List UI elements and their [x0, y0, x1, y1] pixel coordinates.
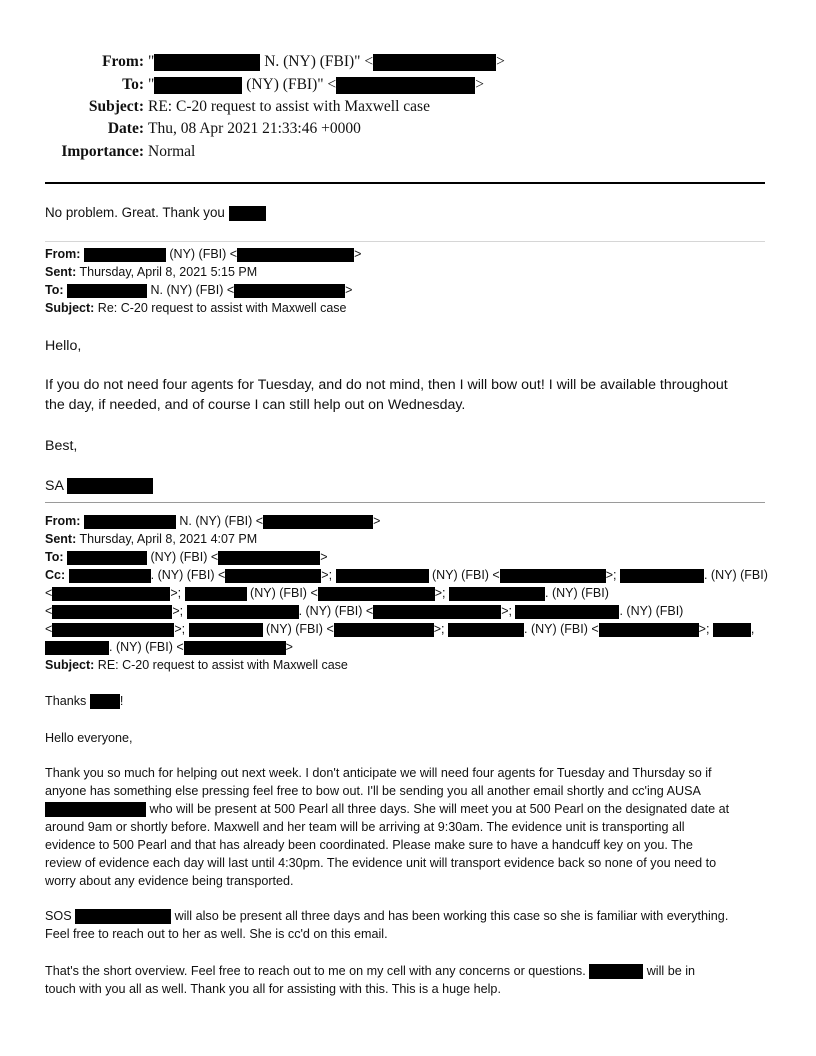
msg3-cc-line [45, 584, 609, 602]
message-divider [45, 502, 765, 503]
redaction-block [237, 248, 354, 262]
cc-fragment: > [285, 640, 293, 654]
header-date-value: Thu, 08 Apr 2021 21:33:46 +0000 [148, 120, 361, 137]
msg3-cc-line [45, 638, 293, 656]
redaction-block [373, 54, 496, 71]
redaction-block [599, 623, 699, 637]
redaction-block [154, 54, 260, 71]
redaction-block [449, 587, 545, 601]
redaction-block [336, 77, 475, 94]
quote-mark: " [148, 76, 155, 93]
cc-fragment: >; [172, 604, 187, 618]
redaction-block [318, 587, 435, 601]
redaction-block [515, 605, 619, 619]
redaction-block [187, 605, 299, 619]
msg3-from-row [45, 512, 380, 530]
msg2-signature [45, 476, 153, 496]
cc-fragment: < [45, 622, 53, 636]
header-date-row [0, 118, 816, 140]
msg3-paragraph-3 [45, 962, 770, 998]
cc-fragment: >; [433, 622, 448, 636]
body-line: worry about any evidence being transported. [45, 874, 294, 888]
redaction-block [185, 587, 247, 601]
cc-fragment: >; [170, 586, 185, 600]
msg3-cc-label: Cc: [45, 568, 66, 582]
body-text: who will be present at 500 Pearl all three days. She will meet you at 500 Pearl on the designated date at [146, 802, 730, 816]
msg3-from-text: N. (NY) (FBI) < [175, 514, 264, 528]
redaction-block [84, 515, 176, 529]
msg3-sent-label: Sent: [45, 532, 77, 546]
redaction-block [45, 641, 109, 655]
header-subject-value: RE: C-20 request to assist with Maxwell case [148, 98, 430, 115]
body-line [45, 800, 770, 818]
redaction-block [713, 623, 751, 637]
msg2-body-line: the day, if needed, and of course I can still help out on Wednesday. [45, 397, 466, 413]
msg2-to-text: N. (NY) (FBI) < [147, 283, 235, 297]
redaction-block [184, 641, 286, 655]
header-importance-label: Importance: [61, 143, 144, 160]
cc-fragment: . (NY) (FBI) [619, 604, 684, 618]
msg3-to-row [45, 548, 328, 566]
header-importance-row [0, 141, 816, 163]
msg2-to-end: > [345, 283, 353, 297]
body-line [45, 962, 770, 980]
cc-fragment: (NY) (FBI) < [246, 586, 318, 600]
msg2-signature-prefix: SA [45, 478, 68, 494]
top-reply-text: No problem. Great. Thank you [45, 205, 229, 220]
cc-fragment: . (NY) (FBI) < [109, 640, 184, 654]
body-line: around 9am or shortly before. Maxwell and her team will be arriving at 9:30am. The evidence unit is transporting all [45, 820, 685, 834]
msg3-subject-row [45, 656, 348, 674]
cc-fragment: >; [698, 622, 713, 636]
redaction-block [45, 802, 146, 817]
redaction-block [52, 587, 170, 601]
cc-fragment: (NY) (FBI) < [262, 622, 334, 636]
header-subject-row [0, 96, 816, 118]
redaction-block [52, 623, 174, 637]
redaction-block [589, 964, 643, 979]
header-to-end: > [475, 76, 484, 93]
msg2-subject-label: Subject: [45, 301, 95, 315]
redaction-block [67, 551, 147, 565]
cc-fragment: . (NY) (FBI) < [524, 622, 599, 636]
redaction-block [336, 569, 429, 583]
msg2-from-label: From: [45, 247, 81, 261]
redaction-block [229, 206, 266, 221]
body-text: That's the short overview. Feel free to reach out to me on my cell with any concerns or questions. [45, 964, 590, 978]
msg2-greeting: Hello, [45, 338, 82, 354]
cc-fragment: , [750, 622, 755, 636]
header-divider [45, 182, 765, 184]
redaction-block [90, 694, 120, 709]
msg3-to-text: (NY) (FBI) < [147, 550, 219, 564]
msg3-cc-line [45, 620, 754, 638]
msg2-sent-row [45, 263, 257, 281]
body-text: will also be present all three days and has been working this case so she is familiar with everything. [171, 909, 729, 923]
cc-fragment: . (NY) (FBI) < [298, 604, 374, 618]
cc-fragment: . (NY) (FBI) < [150, 568, 226, 582]
msg2-sent-value: Thursday, April 8, 2021 5:15 PM [76, 265, 258, 279]
redaction-block [500, 569, 606, 583]
body-line: anyone has something else pressing feel free to bow out. I'll be sending you all another email shortly and cc'ing AUSA [45, 784, 701, 798]
redaction-block [225, 569, 321, 583]
redaction-block [67, 284, 147, 298]
msg3-greeting: Hello everyone, [45, 731, 133, 745]
msg2-body [45, 375, 770, 415]
redaction-block [69, 569, 151, 583]
body-text: will be in [643, 964, 695, 978]
header-from-value [148, 51, 505, 73]
header-to-mid: (NY) (FBI)" < [242, 76, 337, 93]
msg2-to-label: To: [45, 283, 64, 297]
cc-fragment: >; [605, 568, 620, 582]
redaction-block [334, 623, 434, 637]
header-from-row [0, 51, 816, 73]
header-to-value [148, 74, 484, 96]
redaction-block [75, 909, 171, 924]
cc-fragment: >; [174, 622, 189, 636]
msg3-thanks [45, 692, 123, 710]
msg2-from-row [45, 245, 361, 263]
msg3-paragraph-1 [45, 764, 770, 890]
body-line: evidence to 500 Pearl and that has already been coordinated. Please make sure to have a handcuff key on you. The [45, 838, 693, 852]
redaction-block [373, 605, 501, 619]
msg3-subject-label: Subject: [45, 658, 95, 672]
redaction-block [234, 284, 345, 298]
msg2-body-line: If you do not need four agents for Tuesday, and do not mind, then I will bow out! I will be available throughout [45, 377, 728, 393]
redaction-block [189, 623, 263, 637]
msg2-from-end: > [354, 247, 362, 261]
cc-fragment: (NY) (FBI) < [428, 568, 500, 582]
body-line: Feel free to reach out to her as well. She is cc'd on this email. [45, 927, 388, 941]
msg2-from-text: (NY) (FBI) < [165, 247, 238, 261]
cc-fragment: >; [321, 568, 336, 582]
redaction-block [218, 551, 320, 565]
body-line: review of evidence each day will last until 4:30pm. The evidence unit will transport evidence back so none of you need to [45, 856, 717, 870]
msg3-sent-row [45, 530, 257, 548]
msg2-sent-label: Sent: [45, 265, 77, 279]
body-line: touch with you all as well. Thank you all for assisting with this. This is a huge help. [45, 982, 501, 996]
message-divider [45, 241, 765, 242]
msg3-sent-value: Thursday, April 8, 2021 4:07 PM [76, 532, 258, 546]
msg3-cc-line [45, 602, 683, 620]
header-importance-value: Normal [148, 143, 196, 160]
body-line: Thank you so much for helping out next week. I don't anticipate we will need four agents for Tuesday and Thursday so if [45, 766, 712, 780]
cc-fragment: < [45, 586, 53, 600]
quote-mark: " [148, 53, 155, 70]
msg2-closing: Best, [45, 438, 78, 454]
cc-fragment: . (NY) (FBI) [703, 568, 768, 582]
cc-fragment: . (NY) (FBI) [545, 586, 609, 600]
redaction-block [263, 515, 373, 529]
header-to-label: To: [122, 76, 144, 93]
msg3-to-end: > [320, 550, 328, 564]
redaction-block [67, 478, 153, 494]
msg3-thanks-end: ! [119, 694, 124, 708]
msg3-subject-value: RE: C-20 request to assist with Maxwell case [94, 658, 348, 672]
redaction-block [84, 248, 166, 262]
header-date-label: Date: [107, 120, 144, 137]
redaction-block [620, 569, 704, 583]
msg2-subject-value: Re: C-20 request to assist with Maxwell case [94, 301, 347, 315]
body-line [45, 907, 770, 925]
msg3-from-end: > [373, 514, 381, 528]
top-reply-line [45, 203, 266, 223]
cc-fragment: >; [434, 586, 449, 600]
msg3-to-label: To: [45, 550, 64, 564]
msg2-subject-row [45, 299, 347, 317]
cc-fragment: >; [501, 604, 516, 618]
body-text: SOS [45, 909, 76, 923]
msg3-cc-line [45, 566, 768, 584]
header-from-mid: N. (NY) (FBI)" < [260, 53, 374, 70]
redaction-block [448, 623, 524, 637]
header-to-row [0, 74, 816, 96]
header-from-end: > [496, 53, 505, 70]
msg3-paragraph-2 [45, 907, 770, 943]
msg3-from-label: From: [45, 514, 81, 528]
cc-fragment: < [45, 604, 53, 618]
header-from-label: From: [102, 53, 144, 70]
redaction-block [154, 77, 242, 94]
msg2-to-row [45, 281, 352, 299]
msg3-thanks-text: Thanks [45, 694, 90, 708]
header-subject-label: Subject: [88, 98, 144, 115]
redaction-block [52, 605, 172, 619]
